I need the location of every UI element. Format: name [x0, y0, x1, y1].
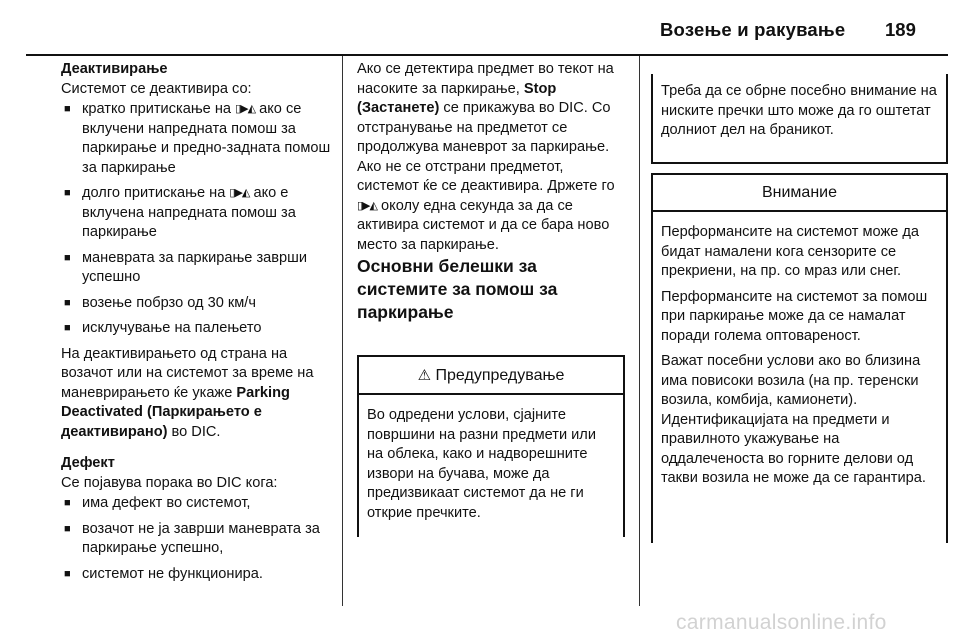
column-2	[357, 60, 629, 324]
note-box	[651, 74, 948, 164]
stop-message: Stop (Застанете)	[357, 80, 557, 116]
warning-box	[357, 355, 625, 537]
header-rule	[26, 54, 948, 56]
list-item: ■ маневрата за паркирање заврши успешно	[61, 249, 331, 288]
list-item: ■ возење побрзо од 30 км/ч	[61, 294, 331, 314]
defect-intro: Се појавува порака во DIC кога:	[61, 474, 278, 491]
header-title: Возење и ракување	[660, 19, 846, 40]
list-item: ■ кратко притискање на ▯▶◭ ако се вклучени напредната помош за паркирање и предно-задната помош за паркирање	[61, 100, 331, 178]
warning-title: Предупредување	[435, 367, 565, 384]
column-divider-1	[342, 56, 343, 606]
page-number: 189	[885, 19, 916, 40]
watermark-logo: carmanualsonline.info	[676, 611, 887, 634]
note-text: Треба да се обрне посебно внимание на ниските пречки што може да го оштетат долниот дел на браникот.	[661, 83, 937, 138]
defect-heading: Дефект	[61, 455, 115, 471]
list-item: ■ има дефект во системот,	[61, 494, 331, 514]
deactivation-message-paragraph: На деактивирањето од страна на возачот или на системот за време на маневрирањето ќе укаже Parking Deactivated (Паркирањето е деактивирано) во DIC.	[61, 345, 314, 440]
caution-title: Внимание	[653, 175, 946, 212]
park-assist-button-icon: ▯▶◭	[235, 103, 256, 115]
warning-body	[359, 395, 623, 541]
park-assist-button-icon: ▯▶◭	[229, 187, 250, 199]
list-item: ■ системот не функционира.	[61, 565, 331, 585]
parking-deactivated-message: Parking Deactivated (Паркирањето е деактивирано)	[61, 384, 290, 440]
warning-triangle-icon: ⚠	[417, 367, 432, 384]
column-divider-2	[639, 56, 640, 606]
caution-paragraph: Перформансите на системот за помош при паркирање може да се намалат поради голема оптовареност.	[661, 288, 928, 344]
list-item: ■ исклучување на палењето	[61, 319, 331, 339]
caution-paragraph: Перформансите на системот може да бидат намалени кога сензорите се прекриени, на пр. со мраз или снег.	[661, 224, 920, 279]
stop-message-paragraph: Ако се детектира предмет во текот на насоките за паркирање, Stop (Застанете) се прикажува во DIC. Со отстранување на предметот се продолжува маневрот за паркирање. Ако не се отстрани предметот, системот ќе се деактивира. Држете го ▯▶◭ околу една секунда за да се активира системот и да се бара ново место за паркирање.	[357, 61, 615, 253]
list-item: ■ возачот не ја заврши маневрата за паркирање успешно,	[61, 520, 331, 559]
deactivation-heading: Деактивирање	[61, 61, 168, 77]
warning-header	[359, 357, 623, 395]
defect-list	[61, 494, 331, 584]
section-title: Основни белешки за системите за помош за паркирање	[357, 256, 558, 322]
warning-text: Во одредени услови, сјајните површини на разни предмети или на облека, како и надворешните извори на бучава, може да предизвикаат системот да не ги открие пречките.	[367, 407, 596, 521]
caution-paragraph: Важат посебни услови ако во близина има повисоки возила (на пр. теренски возила, комбија, камионети). Идентификацијата на предмети и правилното укажување на оддалеченоста во горните делови од такви возила не може да се гарантира.	[661, 353, 926, 486]
park-assist-button-icon: ▯▶◭	[357, 199, 377, 212]
column-1	[61, 60, 331, 590]
list-item: ■ долго притискање на ▯▶◭ ако е вклучена напредната помош за паркирање	[61, 184, 331, 243]
caution-box	[651, 173, 948, 543]
deactivation-intro: Системот се деактивира со:	[61, 80, 252, 97]
caution-body	[653, 212, 946, 507]
note-body	[653, 74, 946, 159]
deactivation-list	[61, 100, 331, 339]
